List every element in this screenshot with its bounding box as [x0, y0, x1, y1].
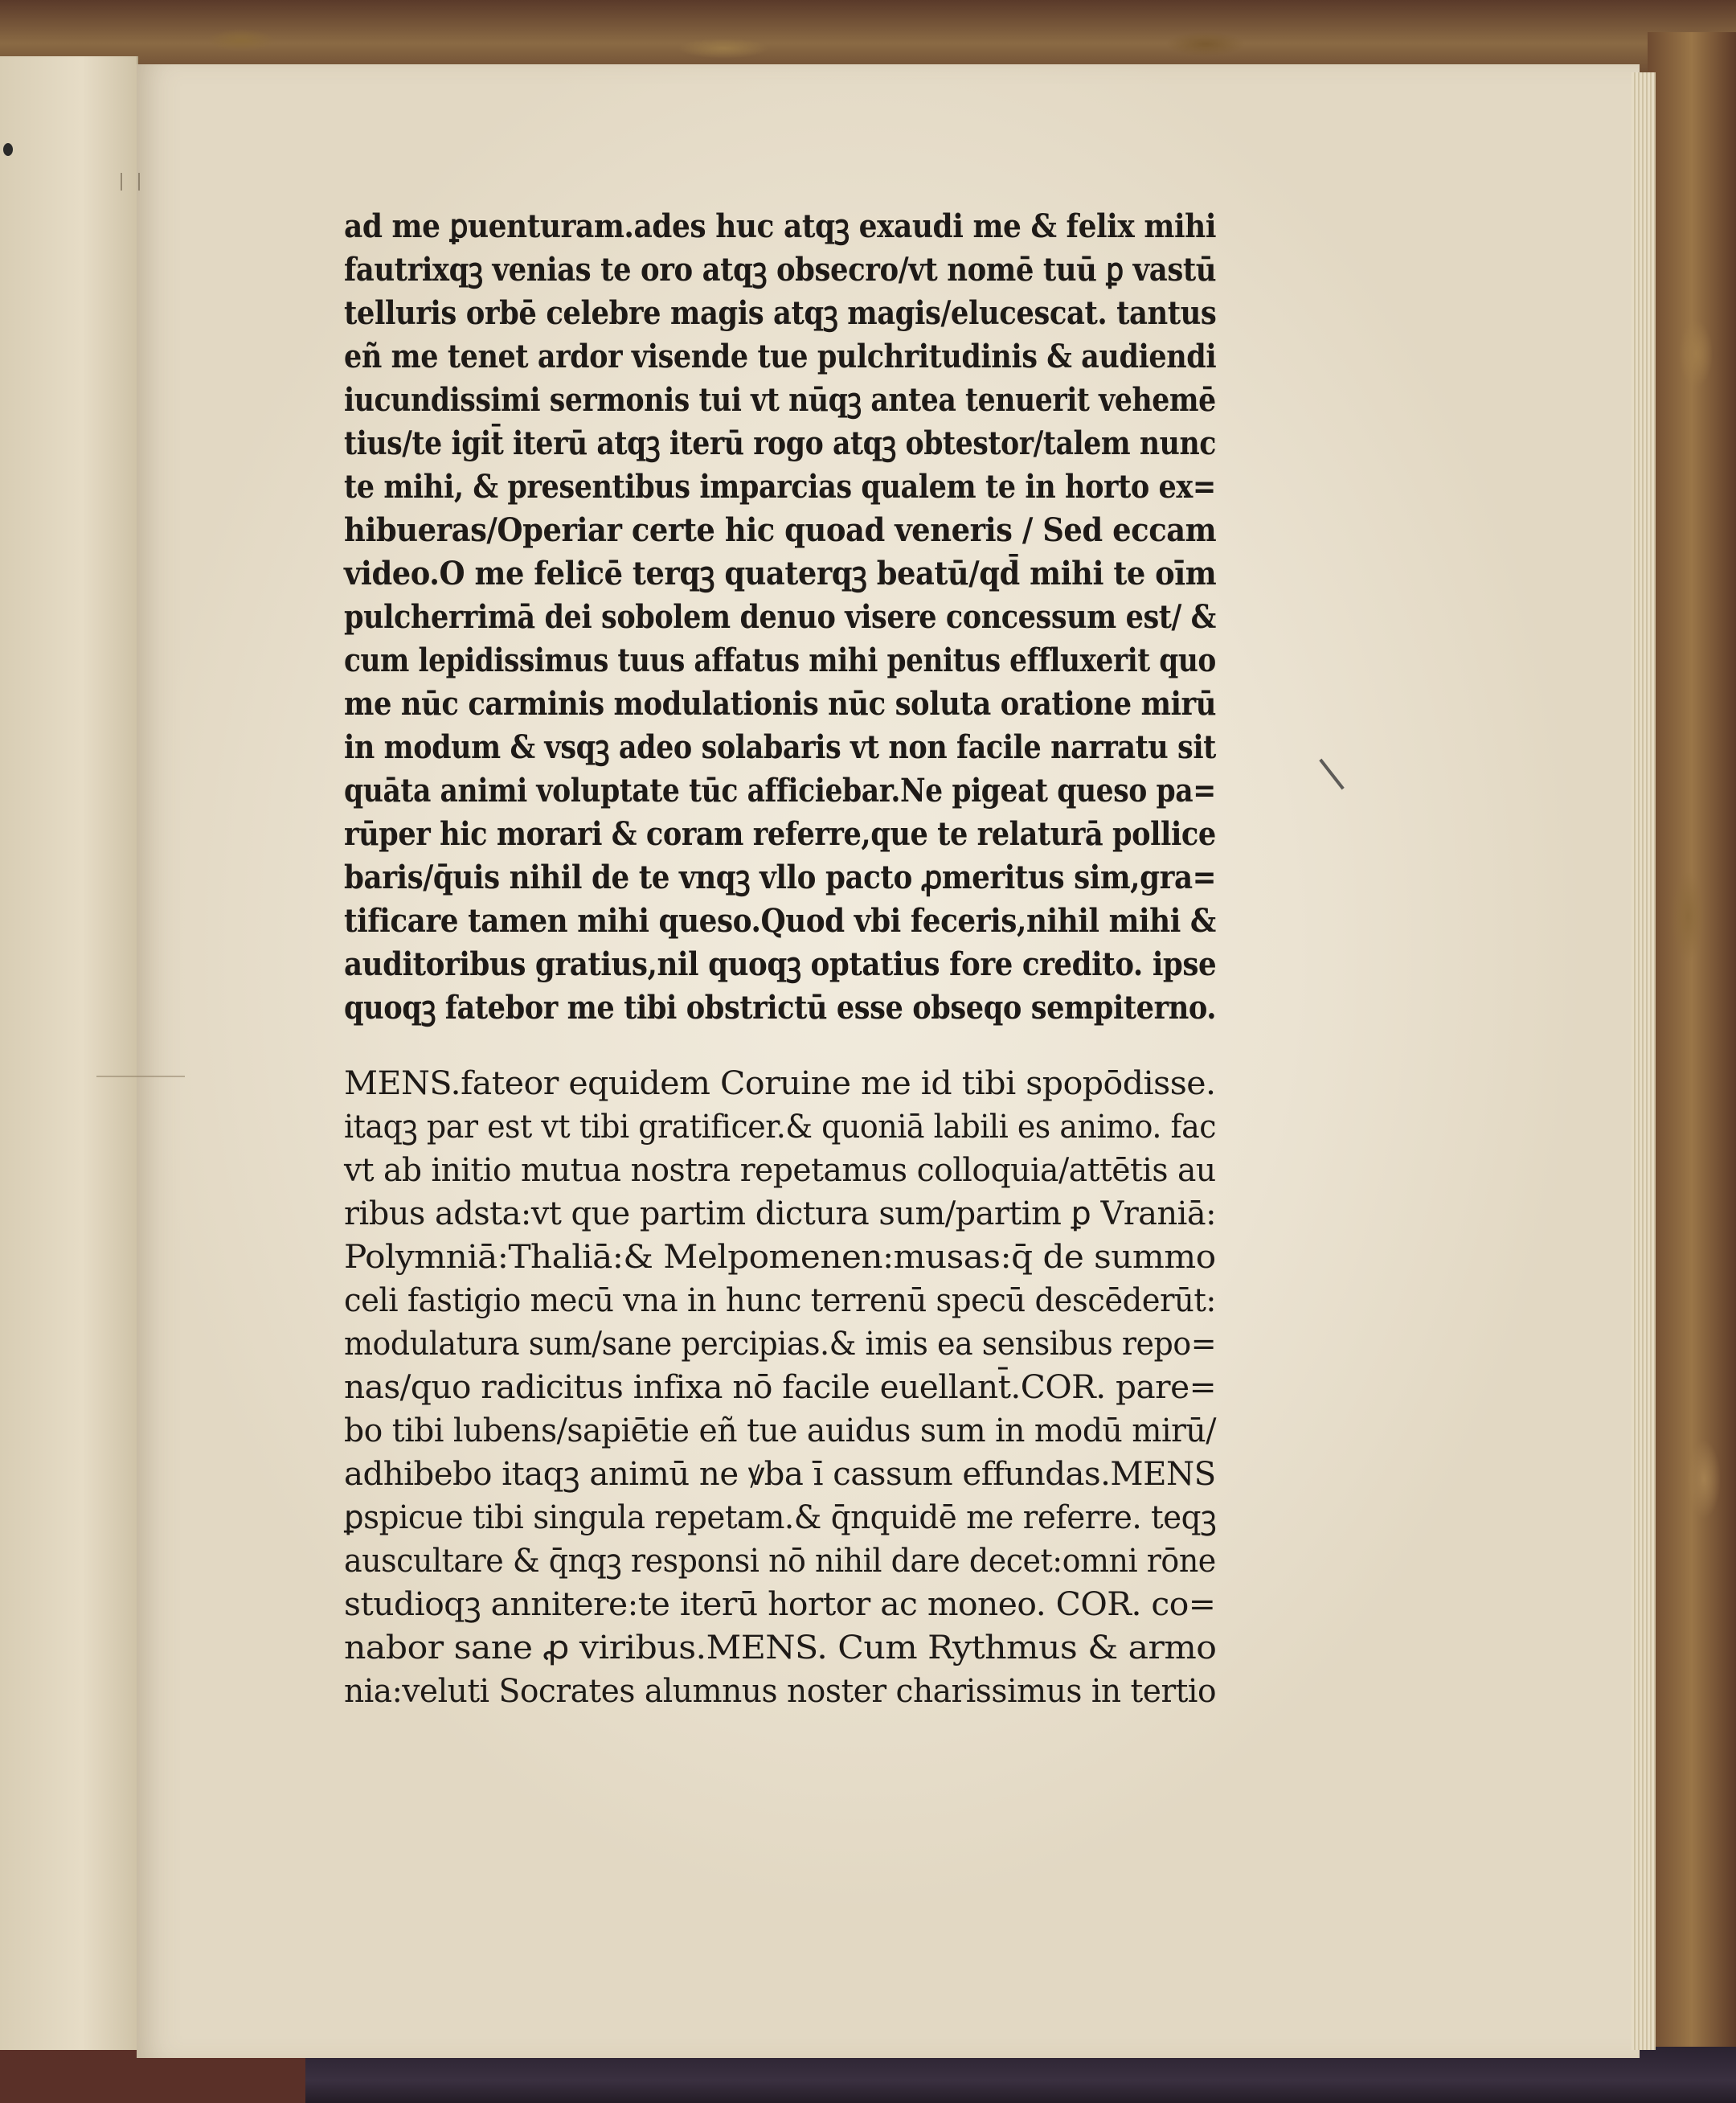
text-line: studioqꝫ annitere:te iterū hortor ac moneo. COR. co= [344, 1586, 1216, 1623]
text-line: nabor sane ꝓ viribus.MENS. Cum Rythmus & armo [344, 1630, 1217, 1666]
page-stack-edge [1632, 72, 1656, 2050]
gutter-mark [121, 173, 140, 191]
text-line: iucundissimi sermonis tui vt nūqꝫ antea tenuerit vehemē [344, 381, 1216, 419]
gutter-crease [96, 1076, 185, 1077]
text-line: celi fastigio mecū vna in hunc terrenū specū descēderūt: [344, 1282, 1216, 1319]
binding-board-top [0, 0, 1736, 72]
text-line: itaqꝫ par est vt tibi gratificer.& quoniā labili es animo. fac [344, 1109, 1216, 1146]
text-line: ribus adsta:vt que partim dictura sum/partim ꝑ Vraniā: [344, 1195, 1217, 1232]
text-line: MENS.fateor equidem Coruine me id tibi spopōdisse. [344, 1065, 1216, 1102]
text-line: ꝑspicue tibi singula repetam.& q̄nquidē me referre. teqꝫ [344, 1499, 1217, 1536]
text-line: nia:veluti Socrates alumnus noster charissimus in tertio [344, 1673, 1217, 1710]
text-line: baris/q̄uis nihil de te vnqꝫ vllo pacto ꝓmeritus sim,gra= [344, 859, 1217, 896]
text-line: auscultare & q̄nqꝫ responsi nō nihil dare decet:omni rōne [344, 1543, 1216, 1580]
binding-board-right [1648, 32, 1736, 2074]
text-line: Polymniā:Thaliā:& Melpomenen:musas:q̄ de summo [344, 1239, 1216, 1276]
paragraph-1 [344, 205, 1216, 1030]
text-line: pulcherrimā dei sobolem denuo visere concessum est/ & [344, 598, 1216, 636]
text-line: fautrixqꝫ venias te oro atqꝫ obsecro/vt nomē tuū ꝑ vastū [344, 251, 1217, 289]
text-line: in modum & vsqꝫ adeo solabaris vt non facile narratu sit [344, 728, 1216, 766]
text-line: ad me ꝑuenturam.ades huc atqꝫ exaudi me & felix mihi [344, 207, 1217, 245]
text-line: te mihi, & presentibus imparcias qualem te in horto ex= [344, 468, 1216, 506]
text-line: modulatura sum/sane percipias.& imis ea sensibus repo= [344, 1326, 1217, 1363]
text-line: video.O me felicē terqꝫ quaterqꝫ beatū/qd̄ mihi te oīm [344, 555, 1217, 592]
text-line: bo tibi lubens/sapiētie eñ tue auidus sum in modū mirū/ [344, 1412, 1216, 1449]
paragraph-2 [344, 1062, 1216, 1713]
text-line: telluris orbē celebre magis atqꝫ magis/elucescat. tantus [344, 294, 1217, 332]
text-line: me nūc carminis modulationis nūc soluta oratione mirū [344, 685, 1216, 723]
text-line: quoqꝫ fatebor me tibi obstrictū esse obseqo sempiterno. [344, 989, 1217, 1027]
paragraph-gap [344, 1030, 1216, 1062]
facing-page-edge [0, 56, 138, 2050]
text-line: tius/te igit̄ iterū atqꝫ iterū rogo atqꝫ obtestor/talem nunc [344, 424, 1217, 462]
text-line: tificare tamen mihi queso.Quod vbi feceris,nihil mihi & [344, 902, 1216, 940]
text-line: quāta animi voluptate tūc afficiebar.Ne pigeat queso pa= [344, 772, 1216, 810]
printed-text-block [344, 205, 1216, 1713]
text-line: nas/quo radicitus infixa nō facile euellant̄.COR. pare= [344, 1369, 1217, 1406]
text-line: hibueras/Operiar certe hic quoad veneris / Sed eccam [344, 511, 1217, 549]
ink-spot [3, 143, 13, 156]
text-line: cum lepidissimus tuus affatus mihi penitus effluxerit quo [344, 642, 1216, 679]
text-line: adhibebo itaqꝫ animū ne ꝟba ī cassum effundas.MENS [344, 1456, 1216, 1493]
text-line: eñ me tenet ardor visende tue pulchritudinis & audiendi [344, 338, 1217, 375]
text-line: vt ab initio mutua nostra repetamus colloquia/attētis au [344, 1152, 1216, 1189]
text-line: rūper hic morari & coram referre,que te relaturā pollice [344, 815, 1216, 853]
text-line: auditoribus gratius,nil quoqꝫ optatius fore credito. ipse [344, 945, 1217, 983]
